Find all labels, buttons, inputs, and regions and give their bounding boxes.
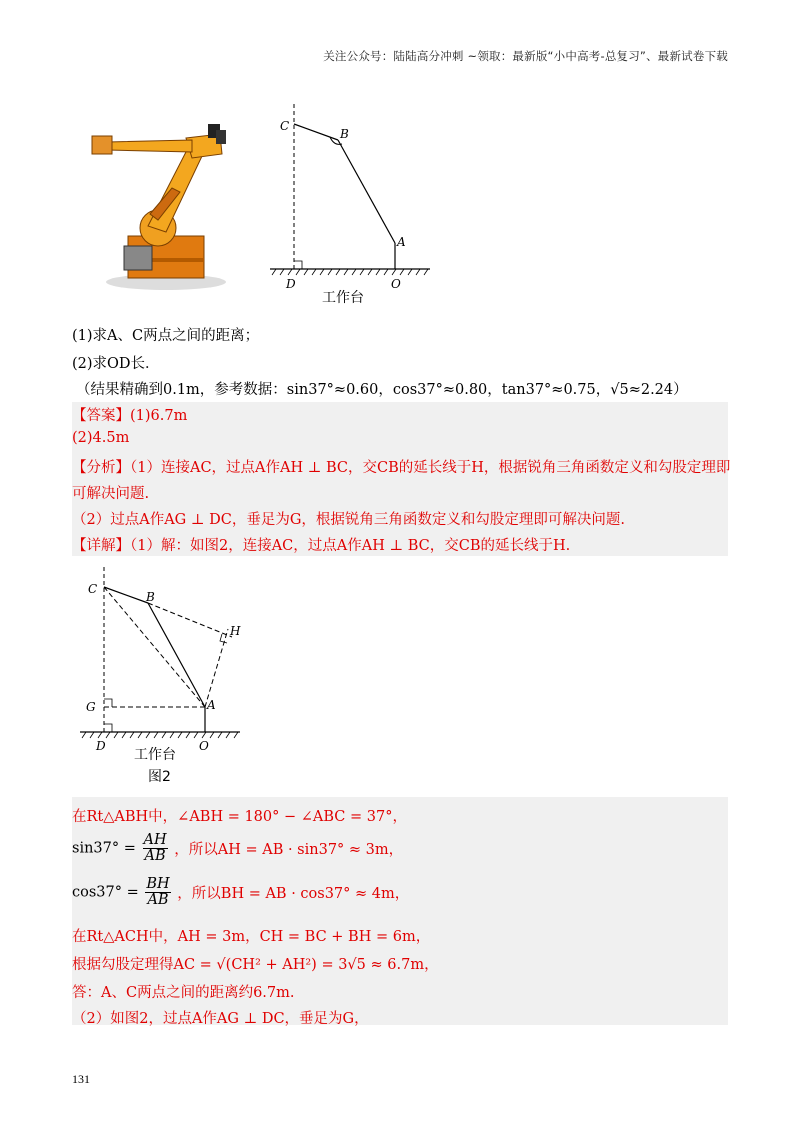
analysis-line-1 [72,456,730,477]
fig1-label-a: A [397,235,406,249]
solution-s4: 在Rt△ACH中，AH = 3m，CH = BC + BH = 6m， [72,929,431,945]
answer-label: 【答案】 [72,408,130,424]
fig2-label-o: O [199,739,209,753]
analysis-p2: （2）过点A作AG ⊥ DC，垂足为G，根据锐角三角函数定义和勾股定理即可解决问题. [72,512,626,528]
answer-2: (2)4.5m [72,430,130,446]
detail-intro: （1）解：如图2，连接AC，过点A作AH ⊥ BC，交CB的延长线于H. [130,538,571,554]
figure-2 [72,559,256,797]
fig2-caption: 工作台 [134,747,176,763]
question-1: (1)求A、C两点之间的距离； [72,328,260,344]
fig1-label-d: D [286,277,296,291]
solution-s5: 根据勾股定理得AC = √(CH² + AH²) = 3√5 ≈ 6.7m， [72,957,439,973]
solution-box [72,797,728,1025]
cos-lhs: cos37° = [72,884,139,901]
fig2-title: 图2 [148,769,171,785]
sin-fraction [143,833,168,864]
solution-s1: 在Rt△ABH中，∠ABH = 180° − ∠ABC = 37°， [72,809,407,825]
fig1-caption: 工作台 [322,290,364,306]
fig1-label-b: B [340,127,349,141]
detail-label: 【详解】 [72,538,130,554]
fig2-label-g: G [86,700,96,714]
answer-line-1 [72,404,187,425]
solution-s6: 答：A、C两点之间的距离约6.7m. [72,985,295,1001]
sin-denominator: AB [144,848,166,864]
cos-rest: ，所以BH = AB · cos37° ≈ 4m， [177,886,410,902]
sin-numerator: AH [143,832,167,848]
sin-rest: ，所以AH = AB · sin37° ≈ 3m， [174,842,404,858]
fig2-label-a: A [207,698,216,712]
fig1-label-o: O [391,277,401,291]
answer-1: (1)6.7m [130,408,188,424]
page-number: 131 [72,1072,90,1086]
question-2: (2)求OD长． [72,356,160,372]
cos-numerator: BH [146,876,170,892]
question-note: （结果精确到0.1m，参考数据：sin37°≈0.60，cos37°≈0.80，tan37°≈0.75，√5≈2.24） [76,382,688,398]
fig2-label-d: D [96,739,106,753]
solution-s3 [72,877,409,917]
fig2-label-b: B [146,590,155,604]
detail-line [72,534,570,555]
figure-1 [270,96,440,311]
sin-lhs: sin37° = [72,840,136,857]
analysis-label: 【分析】 [72,460,130,476]
answer-box [72,402,731,556]
fig1-label-c: C [280,119,290,133]
cos-denominator: AB [147,892,169,908]
fig2-label-c: C [88,582,98,596]
analysis-p1b: 可解决问题. [72,486,150,502]
solution-s2 [72,833,403,873]
robot-arm-image [88,118,248,298]
analysis-p1a: （1）连接AC，过点A作AH ⊥ BC，交CB的延长线于H，根据锐角三角函数定义和勾股定理即 [130,460,731,476]
page-header: 关注公众号：陆陆高分冲刺 ~领取：最新版“小中高考-总复习”、最新试卷下载 [323,49,728,63]
fig2-label-h: H [230,624,241,638]
cos-fraction [145,877,170,908]
solution-s7: （2）如图2，过点A作AG ⊥ DC，垂足为G， [72,1011,369,1027]
